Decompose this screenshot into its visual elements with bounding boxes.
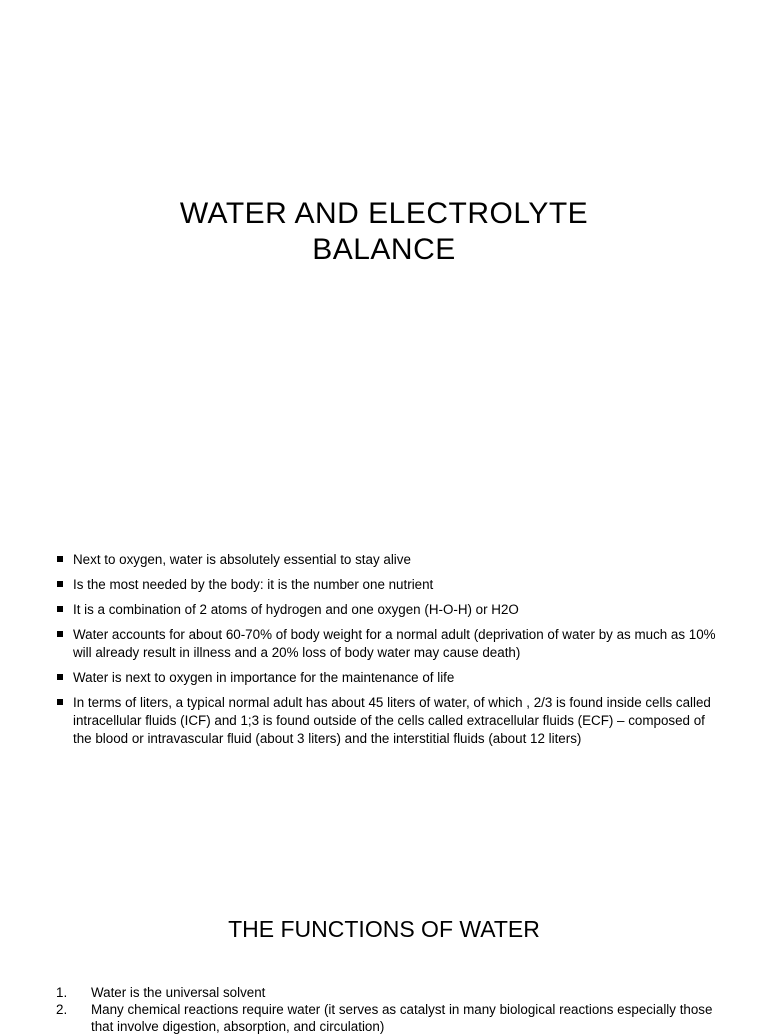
- square-bullet-icon: [57, 674, 63, 680]
- square-bullet-icon: [57, 556, 63, 562]
- bullet-item: [56, 601, 716, 619]
- item-text: Water is the universal solvent: [91, 985, 266, 1000]
- bullet-text: It is a combination of 2 atoms of hydrogen and one oxygen (H-O-H) or H2O: [73, 602, 519, 617]
- bullet-text: Water accounts for about 60-70% of body weight for a normal adult (deprivation of water by as much as 10% will already result in illness and a 20% loss of body water may cause death): [73, 627, 716, 660]
- bullet-text: Is the most needed by the body: it is the number one nutrient: [73, 577, 434, 592]
- functions-numbered-list: [56, 984, 716, 1035]
- bullet-item: [56, 626, 716, 662]
- bullet-text: In terms of liters, a typical normal adult has about 45 liters of water, of which , 2/3 is found inside cells called intracellular fluids (ICF) and 1;3 is found outside of the cells called extracellular fluids (ECF) – composed of the blood or intravascular fluid (about 3 liters) and the interstitial fluids (about 12 liters): [73, 695, 711, 746]
- numbered-item: [56, 984, 716, 1001]
- slide-title: [100, 196, 668, 268]
- title-line-2: BALANCE: [312, 233, 456, 266]
- item-number: 1.: [56, 985, 68, 1000]
- square-bullet-icon: [57, 699, 63, 705]
- fact-bullet-list: [56, 551, 716, 755]
- bullet-item: [56, 551, 716, 569]
- title-line-1: WATER AND ELECTROLYTE: [179, 197, 589, 230]
- bullet-text: Water is next to oxygen in importance for the maintenance of life: [73, 670, 455, 685]
- bullet-text: Next to oxygen, water is absolutely essential to stay alive: [73, 552, 411, 567]
- bullet-item: [56, 669, 716, 687]
- bullet-item: [56, 694, 716, 748]
- numbered-item: [56, 1001, 716, 1035]
- section-heading: THE FUNCTIONS OF WATER: [228, 916, 540, 942]
- square-bullet-icon: [57, 581, 63, 587]
- square-bullet-icon: [57, 606, 63, 612]
- bullet-item: [56, 576, 716, 594]
- item-number: 2.: [56, 1002, 68, 1017]
- item-text: Many chemical reactions require water (it serves as catalyst in many biological reactions especially those that involve digestion, absorption, and circulation): [91, 1002, 713, 1034]
- square-bullet-icon: [57, 631, 63, 637]
